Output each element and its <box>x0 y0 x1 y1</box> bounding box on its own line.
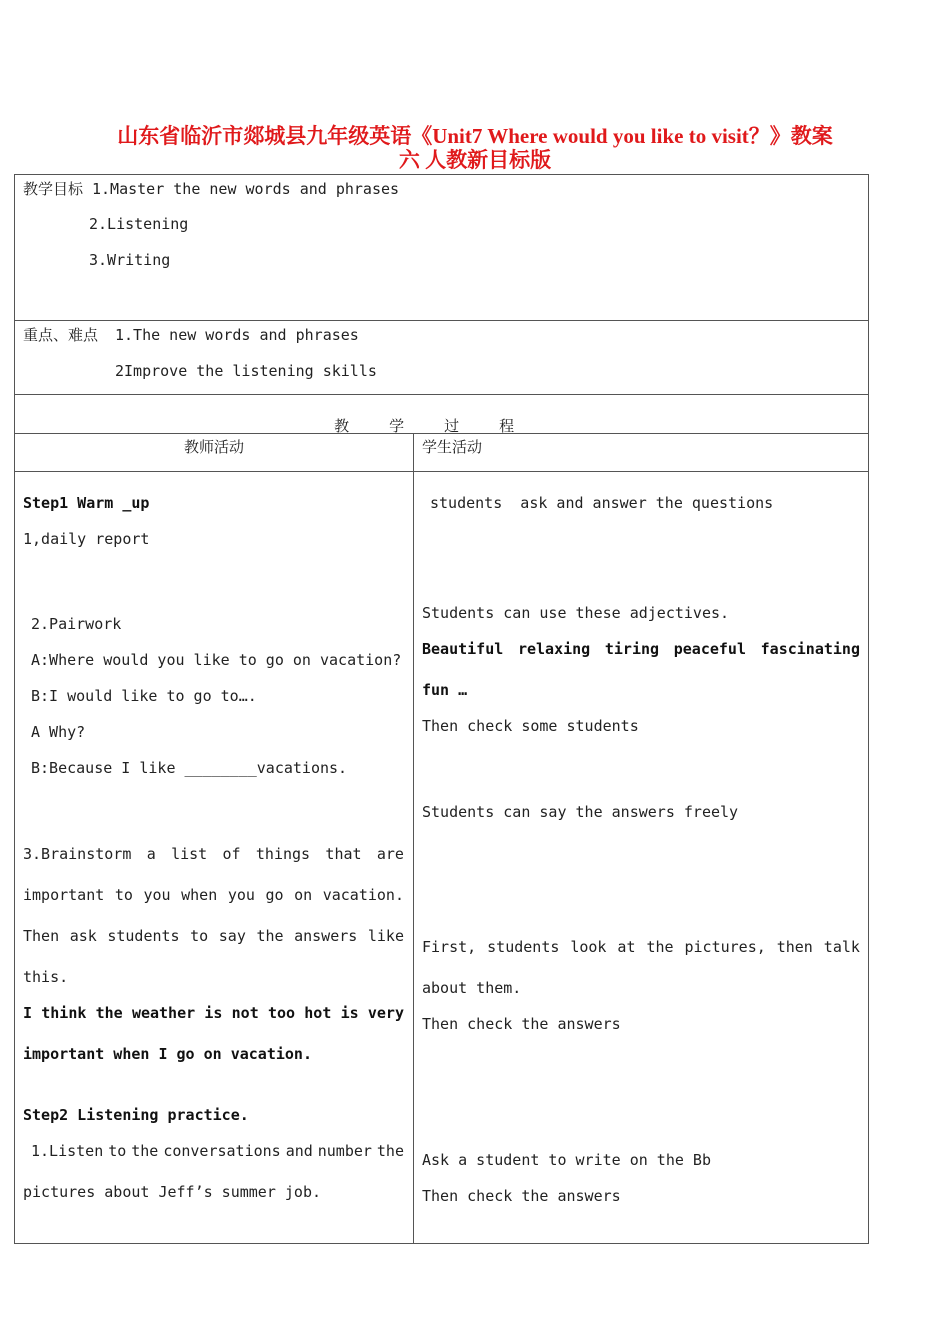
word: 3.Brainstorm <box>23 845 132 863</box>
word: you <box>227 886 255 904</box>
adjectives-intro: Students can use these adjectives. <box>422 604 730 622</box>
word: is <box>204 1004 223 1022</box>
objective-item-2: 2.Listening <box>89 215 189 233</box>
word: the <box>646 938 674 956</box>
answers-freely: Students can say the answers freely <box>422 803 739 821</box>
listen-line-2: pictures about Jeff’s summer job. <box>23 1183 322 1201</box>
word: things <box>255 845 311 863</box>
word: talk <box>823 938 860 956</box>
word: important <box>23 886 105 904</box>
adjective: tiring <box>604 640 660 658</box>
word: ask <box>69 927 97 945</box>
word: think <box>41 1004 87 1022</box>
word: like <box>367 927 404 945</box>
word: conversations <box>163 1142 281 1160</box>
pairwork: 2.Pairwork <box>31 615 122 633</box>
brainstorm-line-2 <box>23 886 404 904</box>
word: at <box>617 938 636 956</box>
word: the <box>256 927 284 945</box>
word: you <box>143 886 171 904</box>
word: then <box>776 938 813 956</box>
listen-line-1 <box>31 1142 404 1160</box>
word: very <box>367 1004 404 1022</box>
check-answers-2: Then check the answers <box>422 1187 621 1205</box>
adjective: relaxing <box>517 640 591 658</box>
word: First, <box>422 938 477 956</box>
step1-heading: Step1 Warm _up <box>23 494 150 512</box>
word: to <box>190 927 209 945</box>
objective-item-1: 1.Master the new words and phrases <box>92 180 400 198</box>
step2-heading: Step2 Listening practice. <box>23 1106 249 1124</box>
pictures-line-2: about them. <box>422 979 522 997</box>
key-point-item-2: 2Improve the listening skills <box>115 362 377 380</box>
word: Then <box>23 927 60 945</box>
example-line-2: important when I go on vacation. <box>23 1045 312 1063</box>
dialog-line-4: B:Because I like ________vacations. <box>31 759 348 777</box>
word: the <box>131 1142 159 1160</box>
objective-item-3: 3.Writing <box>89 251 171 269</box>
daily-report: 1,daily report <box>23 530 150 548</box>
write-on-board: Ask a student to write on the Bb <box>422 1151 711 1169</box>
adjective: fascinating <box>760 640 860 658</box>
word: number <box>317 1142 372 1160</box>
dialog-line-1: A:Where would you like to go on vacation? <box>31 651 402 669</box>
adjective: Beautiful <box>422 640 504 658</box>
brainstorm-line-1 <box>23 845 404 863</box>
word: students <box>107 927 180 945</box>
word: 1.Listen <box>31 1142 104 1160</box>
word: vacation. <box>322 886 404 904</box>
check-some-students: Then check some students <box>422 717 639 735</box>
adjectives-line <box>422 640 860 658</box>
check-answers-1: Then check the answers <box>422 1015 621 1033</box>
word: I <box>23 1004 33 1022</box>
word: the <box>376 1142 404 1160</box>
key-points-label: 重点、难点 <box>23 326 99 344</box>
word: the <box>95 1004 123 1022</box>
pictures-line-1 <box>422 938 860 956</box>
teacher-header: 教师活动 <box>183 438 244 456</box>
word: too <box>267 1004 296 1022</box>
key-point-item-1: 1.The new words and phrases <box>115 326 359 344</box>
word: to <box>114 886 133 904</box>
word: go <box>265 886 284 904</box>
word: are <box>376 845 404 863</box>
word: students <box>487 938 560 956</box>
dialog-line-2: B:I would like to go to…. <box>31 687 257 705</box>
word: answers <box>294 927 358 945</box>
adjective: peaceful <box>673 640 746 658</box>
word: pictures, <box>684 938 766 956</box>
student-answer-questions: students ask and answer the questions <box>430 494 774 512</box>
example-line-1 <box>23 1004 404 1022</box>
word: not <box>231 1004 259 1022</box>
word: that <box>325 845 362 863</box>
process-char-3: 过 <box>444 417 460 435</box>
title-line-2: 六 人教新目标版 <box>398 148 552 172</box>
student-activity-cell <box>413 471 869 1244</box>
word: when <box>181 886 218 904</box>
word: is <box>340 1004 359 1022</box>
word: a <box>146 845 156 863</box>
process-char-1: 教 <box>334 417 350 435</box>
word: list <box>171 845 208 863</box>
word: say <box>218 927 246 945</box>
brainstorm-line-3 <box>23 927 404 945</box>
word: hot <box>304 1004 332 1022</box>
student-header: 学生活动 <box>422 438 483 456</box>
word: and <box>285 1142 313 1160</box>
word: of <box>222 845 241 863</box>
word: on <box>294 886 313 904</box>
word: look <box>570 938 607 956</box>
process-heading <box>316 399 514 435</box>
objectives-label: 教学目标 <box>23 180 84 198</box>
process-char-2: 学 <box>389 417 405 435</box>
adjectives-end: fun … <box>422 681 468 699</box>
process-char-4: 程 <box>499 417 515 435</box>
brainstorm-end: this. <box>23 968 69 986</box>
word: to <box>108 1142 127 1160</box>
dialog-line-3: A Why? <box>31 723 86 741</box>
title-line-1: 山东省临沂市郯城县九年级英语《Unit7 Where would you like to visit？》教案 <box>117 124 833 148</box>
word: weather <box>131 1004 196 1022</box>
